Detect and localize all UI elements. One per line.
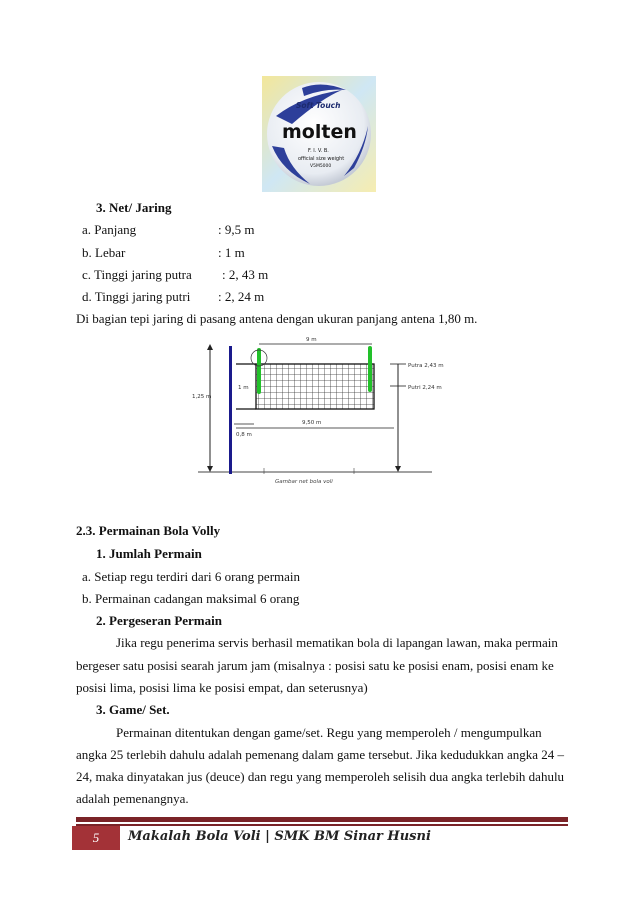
net-item-value: : 1 m — [218, 245, 245, 260]
net-item-label: c. Tinggi jaring putra — [82, 267, 192, 282]
footer-rule-thin — [76, 824, 568, 826]
paragraph-line: angka 25 terlebih dahulu adalah pemenang dalam game tersebut. Jika kedudukkan angka 24 – — [76, 747, 565, 762]
list-item: b. Permainan cadangan maksimal 6 orang — [82, 591, 300, 606]
putri-label: Putri 2,24 m — [408, 385, 442, 391]
ball-model-text: Soft Touch — [296, 101, 341, 110]
ball-brand-text: molten — [282, 121, 357, 143]
putra-label: Putra 2,43 m — [408, 363, 444, 369]
section-heading: 2.3. Permainan Bola Volly — [76, 523, 221, 538]
antenna-left — [257, 348, 261, 394]
net-item-label: b. Lebar — [82, 245, 126, 260]
net-item-label: d. Tinggi jaring putri — [82, 289, 191, 304]
footer-text: Makalah Bola Voli | SMK BM Sinar Husni — [128, 829, 431, 844]
paragraph-line: adalah pemenangnya. — [76, 791, 189, 806]
ball-label-1: F. I. V. B. — [308, 148, 329, 154]
one-m-label: 1 m — [238, 385, 249, 391]
volleyball-image — [262, 76, 376, 192]
net-item-value: : 2, 24 m — [218, 289, 265, 304]
paragraph-line: bergeser satu posisi searah jarum jam (misalnya : posisi satu ke posisi enam, posisi enam ke — [76, 658, 554, 673]
paragraph-line: posisi lima, posisi lima ke posisi empat, dan seterusnya) — [76, 680, 368, 695]
net-item-value: : 2, 43 m — [222, 267, 269, 282]
subsection-heading: 1. Jumlah Permain — [96, 546, 202, 561]
page-number: 5 — [72, 826, 120, 850]
net-diagram — [186, 332, 444, 490]
subsection-heading: 2. Pergeseran Permain — [96, 613, 222, 628]
paragraph-line: 24, maka dinyatakan jus (deuce) dan regu yang memperoleh selisih dua angka terlebih dahulu — [76, 769, 565, 784]
diagram-caption: Gambar net bola voli — [275, 479, 333, 485]
paragraph-line: Permainan ditentukan dengan game/set. Regu yang memperoleh / mengumpulkan — [116, 725, 542, 740]
height-label: 1,25 m — [192, 394, 212, 400]
paragraph-line: Jika regu penerima servis berhasil mematikan bola di lapangan lawan, maka permain — [116, 635, 558, 650]
width-label: 9,50 m — [302, 420, 322, 426]
net-mesh — [256, 364, 374, 409]
list-item: a. Setiap regu terdiri dari 6 orang permain — [82, 569, 301, 584]
ball-label-2: official size weight — [298, 156, 345, 162]
top-label: 9 m — [306, 337, 317, 343]
net-item-label: a. Panjang — [82, 222, 137, 237]
antenna-right — [368, 346, 372, 392]
volleyball-icon — [262, 76, 376, 192]
net-diagram-svg — [186, 332, 444, 490]
net-heading: 3. Net/ Jaring — [96, 200, 172, 215]
net-item-value: : 9,5 m — [218, 222, 255, 237]
subsection-heading: 3. Game/ Set. — [96, 702, 170, 717]
footer-rule-thick — [76, 817, 568, 822]
net-antenna-note: Di bagian tepi jaring di pasang antena dengan ukuran panjang antena 1,80 m. — [76, 311, 478, 326]
post-offset-label: 0,8 m — [236, 432, 252, 438]
net-post — [229, 346, 232, 474]
ball-label-3: V5M5000 — [310, 164, 332, 169]
